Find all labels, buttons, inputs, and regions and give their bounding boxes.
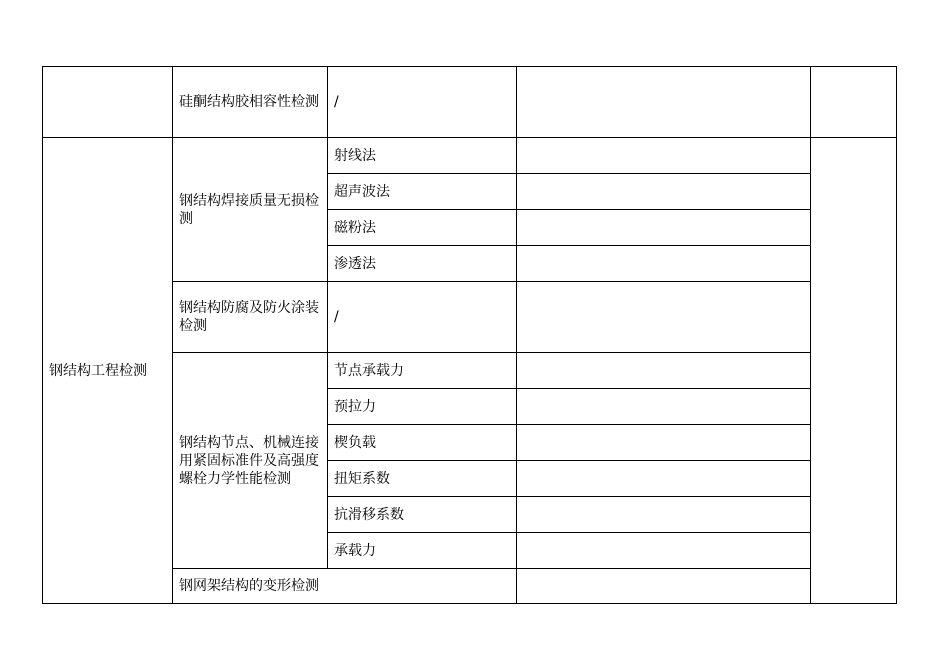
result-cell [517,210,811,246]
method-cell: 预拉力 [328,389,517,425]
method-cell: 射线法 [328,138,517,174]
category-cell-steel: 钢结构工程检测 [43,138,173,604]
method-cell: 扭矩系数 [328,461,517,497]
result-cell [517,533,811,569]
item-cell-fastener: 钢结构节点、机械连接用紧固标准件及高强度螺栓力学性能检测 [173,353,328,569]
inspection-table [42,66,897,604]
result-cell [517,67,811,138]
table-row [43,67,897,138]
result-cell [517,174,811,210]
method-cell: 超声波法 [328,174,517,210]
method-cell: / [328,67,517,138]
method-cell: 楔负载 [328,425,517,461]
item-cell-grid: 钢网架结构的变形检测 [173,569,517,604]
result-cell [517,389,811,425]
result-cell [517,353,811,389]
result-cell [517,425,811,461]
method-cell: 磁粉法 [328,210,517,246]
table-row [43,138,897,174]
result-cell [517,569,811,604]
method-cell: 渗透法 [328,246,517,282]
result-cell [517,138,811,174]
remark-cell [811,67,897,138]
result-cell [517,461,811,497]
method-cell: 承载力 [328,533,517,569]
method-cell: 节点承载力 [328,353,517,389]
item-cell-coating: 钢结构防腐及防火涂装检测 [173,282,328,353]
method-cell: 抗滑移系数 [328,497,517,533]
method-cell: / [328,282,517,353]
category-cell [43,67,173,138]
result-cell [517,282,811,353]
result-cell [517,246,811,282]
item-cell-silicone: 硅酮结构胶相容性检测 [173,67,328,138]
item-cell-weld: 钢结构焊接质量无损检测 [173,138,328,282]
remark-cell [811,138,897,604]
result-cell [517,497,811,533]
